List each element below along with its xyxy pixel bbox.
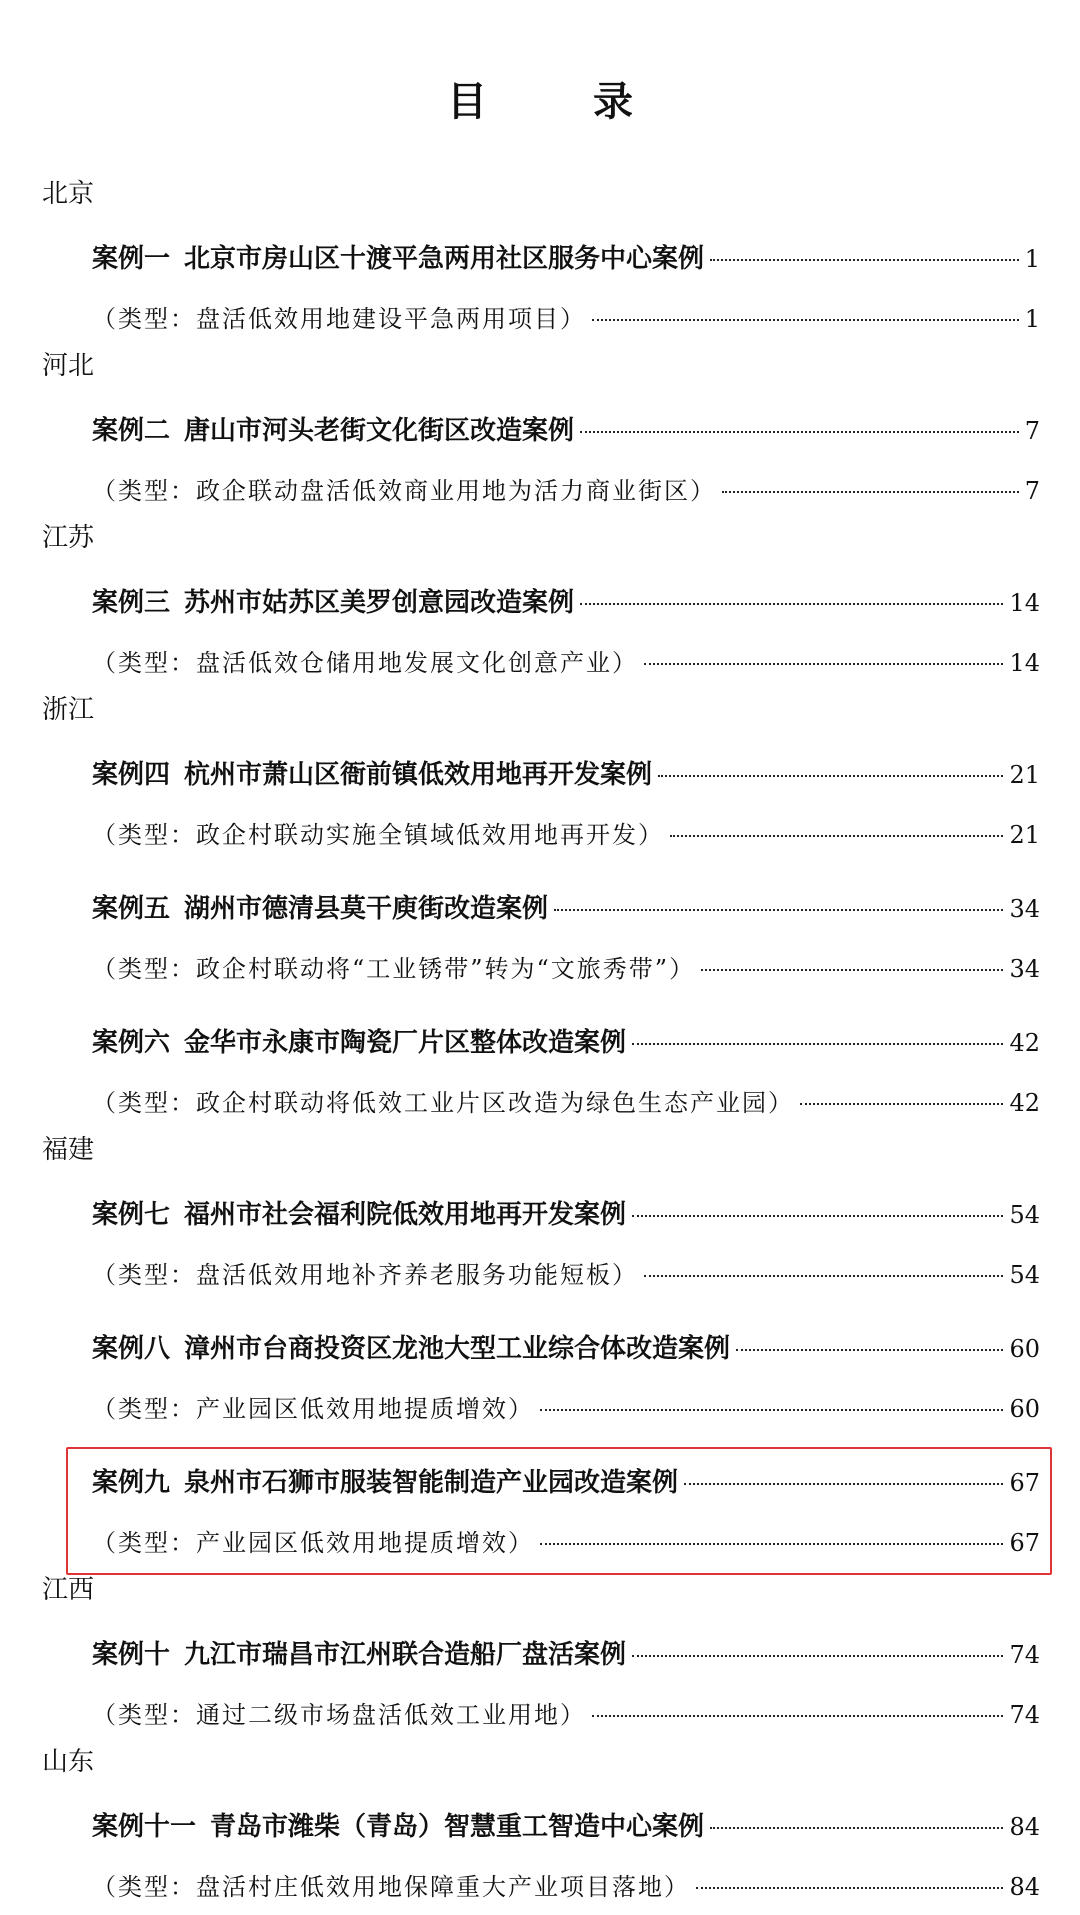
page-number: 74 <box>1009 1641 1040 1669</box>
region-heading: 江苏 <box>42 523 95 553</box>
case-title: 唐山市河头老街文化街区改造案例 <box>184 416 575 446</box>
toc-entry-type[interactable] <box>92 941 1040 997</box>
case-type: （类型：盘活低效用地建设平急两用项目） <box>92 305 586 333</box>
region-heading: 山东 <box>42 1747 95 1777</box>
case-type: （类型：盘活村庄低效用地保障重大产业项目落地） <box>92 1873 690 1901</box>
table-of-contents <box>0 175 1080 1915</box>
dot-leader <box>632 1655 1003 1657</box>
dot-leader <box>710 1827 1003 1829</box>
case-title: 金华市永康市陶瓷厂片区整体改造案例 <box>184 1028 627 1058</box>
dot-leader <box>580 603 1003 605</box>
toc-entry-type[interactable] <box>92 635 1040 691</box>
toc-entry-case[interactable] <box>92 877 1040 941</box>
page-number: 84 <box>1009 1873 1040 1901</box>
dot-leader <box>710 259 1019 261</box>
toc-entry-type[interactable] <box>92 1247 1040 1303</box>
case-title: 杭州市萧山区衙前镇低效用地再开发案例 <box>184 760 653 790</box>
dot-leader <box>736 1349 1003 1351</box>
page-number: 21 <box>1009 761 1040 789</box>
page-number: 54 <box>1009 1261 1040 1289</box>
case-number: 案例二 <box>92 416 171 446</box>
dot-leader <box>658 775 1003 777</box>
dot-leader <box>632 1215 1003 1217</box>
page-number: 74 <box>1009 1701 1040 1729</box>
dot-leader <box>632 1043 1003 1045</box>
case-number: 案例六 <box>92 1028 171 1058</box>
case-title: 苏州市姑苏区美罗创意园改造案例 <box>184 588 575 618</box>
page-number: 14 <box>1009 589 1040 617</box>
dot-leader <box>554 909 1003 911</box>
page-number: 67 <box>1009 1529 1040 1557</box>
case-number: 案例八 <box>92 1334 171 1364</box>
case-title: 九江市瑞昌市江州联合造船厂盘活案例 <box>184 1640 627 1670</box>
page-number: 21 <box>1009 821 1040 849</box>
dot-leader <box>592 1715 1003 1717</box>
toc-entry-type[interactable] <box>92 463 1040 519</box>
case-type: （类型：产业园区低效用地提质增效） <box>92 1395 534 1423</box>
case-number: 案例一 <box>92 244 171 274</box>
dot-leader <box>592 319 1019 321</box>
case-number: 案例七 <box>92 1200 171 1230</box>
page-number: 34 <box>1009 895 1040 923</box>
dot-leader <box>540 1409 1003 1411</box>
dot-leader <box>722 491 1019 493</box>
case-title: 青岛市潍柴（青岛）智慧重工智造中心案例 <box>210 1812 705 1842</box>
case-number: 案例十一 <box>92 1812 197 1842</box>
case-number: 案例三 <box>92 588 171 618</box>
case-type: （类型：政企村联动实施全镇域低效用地再开发） <box>92 821 664 849</box>
toc-entry-type[interactable] <box>92 1075 1040 1131</box>
page-number: 7 <box>1024 417 1040 445</box>
page-number: 34 <box>1009 955 1040 983</box>
page-number: 84 <box>1009 1813 1040 1841</box>
case-type: （类型：政企村联动将“工业锈带”转为“文旅秀带”） <box>92 955 696 983</box>
case-number: 案例九 <box>92 1468 171 1498</box>
page-number: 7 <box>1024 477 1040 505</box>
dot-leader <box>644 1275 1003 1277</box>
region-heading: 河北 <box>42 351 95 381</box>
region-heading: 北京 <box>42 179 95 209</box>
case-type: （类型：政企联动盘活低效商业用地为活力商业街区） <box>92 477 716 505</box>
toc-entry-case[interactable] <box>92 743 1040 807</box>
toc-entry-case[interactable] <box>92 1795 1040 1859</box>
case-type: （类型：通过二级市场盘活低效工业用地） <box>92 1701 586 1729</box>
toc-entry-case[interactable] <box>92 399 1040 463</box>
case-title: 福州市社会福利院低效用地再开发案例 <box>184 1200 627 1230</box>
case-type: （类型：盘活低效用地补齐养老服务功能短板） <box>92 1261 638 1289</box>
region-heading: 浙江 <box>42 695 95 725</box>
case-number: 案例四 <box>92 760 171 790</box>
toc-entry-type[interactable] <box>92 1381 1040 1437</box>
page-number: 67 <box>1009 1469 1040 1497</box>
dot-leader <box>701 969 1003 971</box>
dot-leader <box>644 663 1003 665</box>
page-number: 60 <box>1009 1395 1040 1423</box>
case-title: 北京市房山区十渡平急两用社区服务中心案例 <box>184 244 705 274</box>
toc-entry-type[interactable] <box>92 1859 1040 1915</box>
case-number: 案例十 <box>92 1640 171 1670</box>
page-number: 60 <box>1009 1335 1040 1363</box>
case-number: 案例五 <box>92 894 171 924</box>
page-number: 42 <box>1009 1089 1040 1117</box>
toc-entry-case[interactable] <box>92 1317 1040 1381</box>
case-type: （类型：政企村联动将低效工业片区改造为绿色生态产业园） <box>92 1089 794 1117</box>
dot-leader <box>670 835 1003 837</box>
page-number: 1 <box>1024 245 1040 273</box>
case-title: 湖州市德清县莫干庾街改造案例 <box>184 894 549 924</box>
case-type: （类型：产业园区低效用地提质增效） <box>92 1529 534 1557</box>
page-number: 54 <box>1009 1201 1040 1229</box>
dot-leader <box>800 1103 1003 1105</box>
region-heading: 江西 <box>42 1575 95 1605</box>
toc-entry-case[interactable] <box>92 1183 1040 1247</box>
toc-entry-type[interactable] <box>92 291 1040 347</box>
page-number: 42 <box>1009 1029 1040 1057</box>
toc-entry-case[interactable] <box>92 1623 1040 1687</box>
page-number: 1 <box>1024 305 1040 333</box>
region-heading: 福建 <box>42 1135 95 1165</box>
toc-entry-type[interactable] <box>92 807 1040 863</box>
page-number: 14 <box>1009 649 1040 677</box>
case-type: （类型：盘活低效仓储用地发展文化创意产业） <box>92 649 638 677</box>
toc-entry-case[interactable] <box>92 571 1040 635</box>
case-title: 漳州市台商投资区龙池大型工业综合体改造案例 <box>184 1334 731 1364</box>
page-title: 目 录 <box>447 78 679 125</box>
toc-entry-case[interactable] <box>92 227 1040 291</box>
dot-leader <box>580 431 1019 433</box>
dot-leader <box>696 1887 1003 1889</box>
toc-entry-case[interactable] <box>92 1011 1040 1075</box>
highlight-box <box>66 1447 1052 1575</box>
toc-entry-type[interactable] <box>92 1687 1040 1743</box>
case-title: 泉州市石狮市服装智能制造产业园改造案例 <box>184 1468 679 1498</box>
